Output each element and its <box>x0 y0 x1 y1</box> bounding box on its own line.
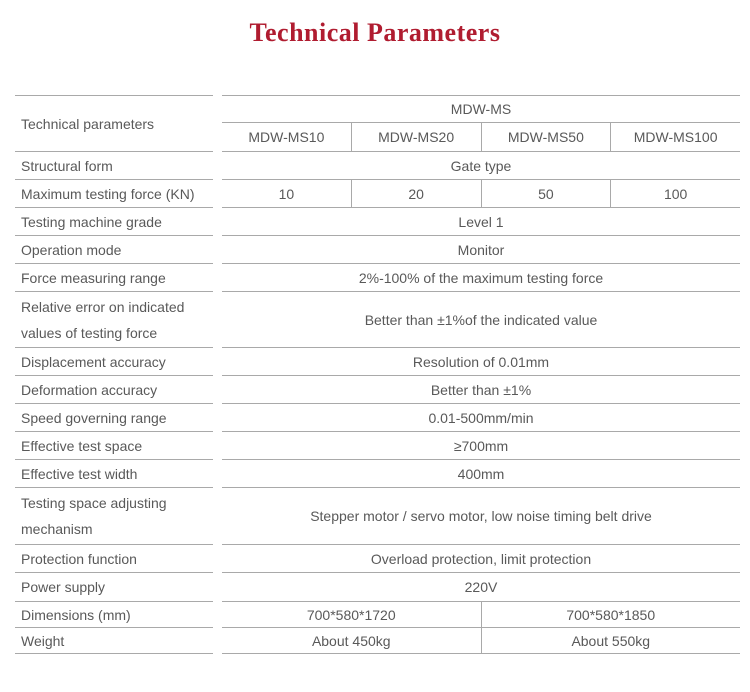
param-value: About 550kg <box>481 628 741 653</box>
param-value: 700*580*1720 <box>306 606 396 623</box>
param-label: Relative error on indicated values of testing force <box>15 292 213 348</box>
column-gap <box>213 95 222 654</box>
param-label: Operation mode <box>15 236 213 264</box>
model-name: MDW-MS10 <box>248 129 325 145</box>
param-value: Resolution of 0.01mm <box>412 353 550 370</box>
table-row <box>222 628 740 654</box>
param-label: Effective test space <box>15 432 213 460</box>
labels-column <box>15 95 213 654</box>
param-value: 0.01-500mm/min <box>428 409 534 426</box>
param-label: Testing machine grade <box>15 208 213 236</box>
param-label: Deformation accuracy <box>15 376 213 404</box>
param-label: Structural form <box>15 152 213 180</box>
param-value: Gate type <box>450 157 512 174</box>
series-header-row <box>222 95 740 123</box>
series-label: MDW-MS <box>450 101 512 117</box>
param-label: Effective test width <box>15 460 213 488</box>
table-row <box>222 404 740 432</box>
page-title: Technical Parameters <box>249 18 501 47</box>
param-label: Power supply <box>15 573 213 602</box>
param-value: Better than ±1% <box>430 381 532 398</box>
model-header-row <box>222 123 740 152</box>
table-row <box>222 348 740 376</box>
param-label: Speed governing range <box>15 404 213 432</box>
table-row <box>222 180 740 208</box>
param-value: 400mm <box>457 465 505 482</box>
param-value: 50 <box>481 180 611 207</box>
values-column <box>222 95 740 654</box>
table-row <box>222 488 740 545</box>
param-value: Stepper motor / servo motor, low noise timing belt drive <box>310 508 652 524</box>
param-value: 2%-100% of the maximum testing force <box>358 269 604 286</box>
table-row <box>222 292 740 348</box>
param-label: Weight <box>15 628 213 654</box>
param-value: 100 <box>610 180 740 207</box>
table-row <box>222 236 740 264</box>
table-row <box>222 545 740 573</box>
param-value: ≥700mm <box>453 437 509 454</box>
param-value: Monitor <box>457 241 505 258</box>
table-row <box>222 264 740 292</box>
model-name: MDW-MS100 <box>610 123 740 151</box>
table-row <box>222 602 740 628</box>
table-row <box>222 208 740 236</box>
table-row <box>222 432 740 460</box>
param-value: About 450kg <box>311 632 391 649</box>
table-corner-label: Technical parameters <box>15 95 213 152</box>
param-label: Maximum testing force (KN) <box>15 180 213 208</box>
table-row <box>222 460 740 488</box>
param-value: 20 <box>351 180 481 207</box>
param-label: Dimensions (mm) <box>15 602 213 628</box>
param-value: 700*580*1850 <box>481 602 741 627</box>
table-row <box>222 573 740 602</box>
table-row <box>222 376 740 404</box>
model-name: MDW-MS50 <box>481 123 611 151</box>
param-value: Better than ±1%of the indicated value <box>364 311 598 328</box>
param-label: Force measuring range <box>15 264 213 292</box>
param-value: Overload protection, limit protection <box>370 550 592 567</box>
param-value: 220V <box>464 579 498 595</box>
param-value: Level 1 <box>458 213 504 230</box>
model-name: MDW-MS20 <box>351 123 481 151</box>
param-label: Displacement accuracy <box>15 348 213 376</box>
parameters-table <box>15 95 740 654</box>
param-value: 10 <box>278 185 295 202</box>
param-label: Testing space adjusting mechanism <box>15 488 213 545</box>
param-label: Protection function <box>15 545 213 573</box>
table-row <box>222 152 740 180</box>
